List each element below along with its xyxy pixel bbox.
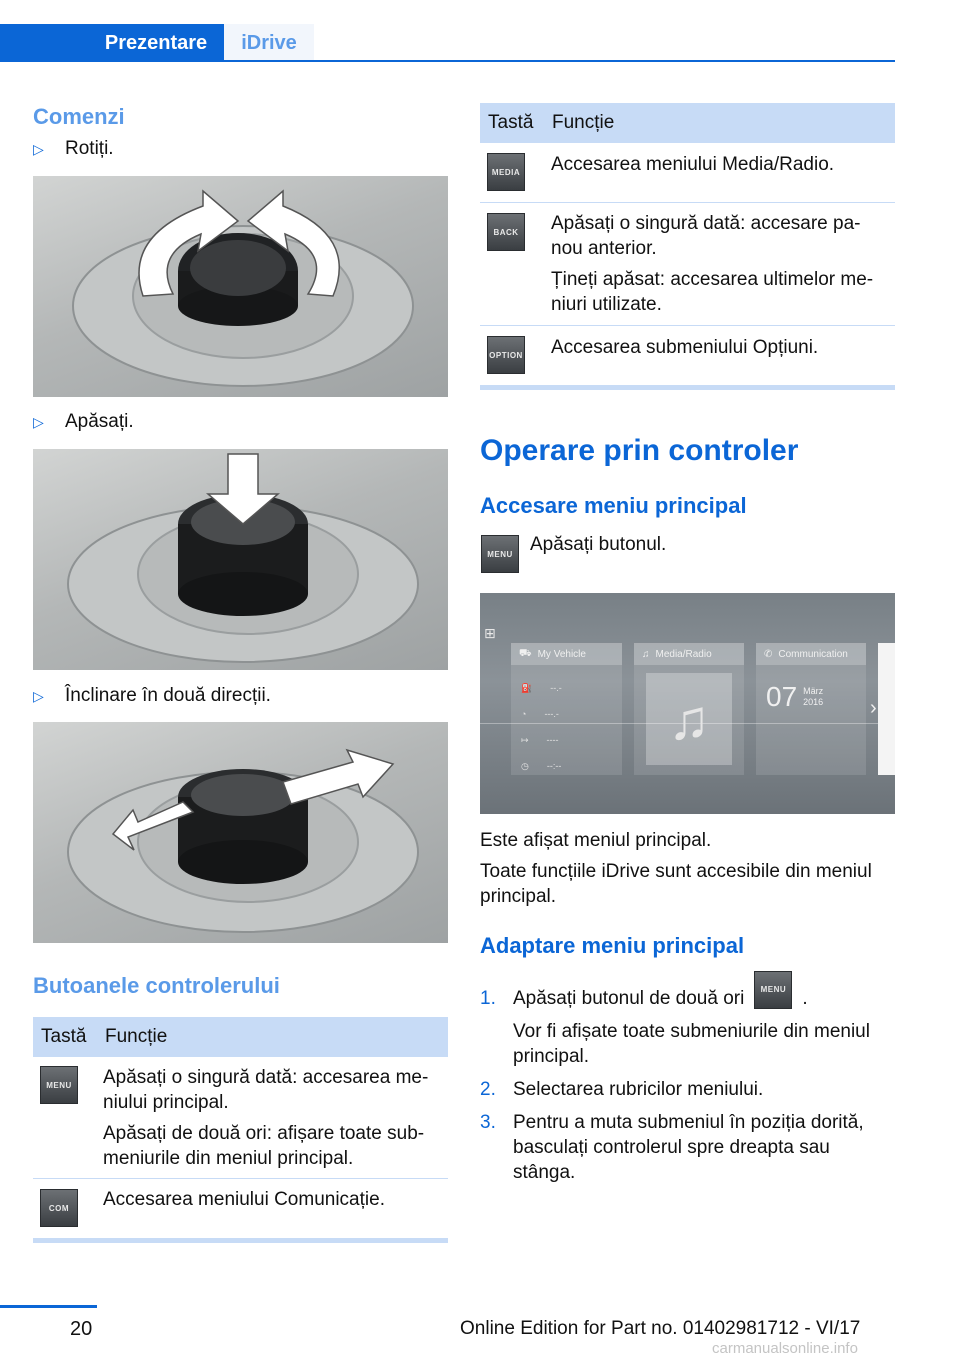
- row-divider: [480, 325, 895, 326]
- car-icon: ⛟: [519, 647, 532, 659]
- left-table-header: [33, 1017, 448, 1057]
- clock-icon: ◷: [521, 761, 529, 771]
- triangle-bullet-icon: ▷: [33, 414, 44, 430]
- section-title-comenzi: Comenzi: [33, 104, 125, 129]
- right-header-function: Funcție: [552, 112, 615, 133]
- date-day: 07: [766, 681, 798, 712]
- com-key-icon: COM: [40, 1189, 78, 1227]
- left-row-menu-desc: Apăsați o singură dată: accesarea me- niului principal. Apăsați de două ori: afișare toate sub- meniurile din meniul principal.: [103, 1067, 429, 1169]
- fuel-row: ⛽ --.-: [521, 683, 562, 693]
- media-key-icon: MEDIA: [487, 153, 525, 191]
- tab-prezentare[interactable]: Prezentare: [0, 24, 224, 62]
- watermark: carmanualsonline.info: [712, 1340, 858, 1357]
- fuel-icon: ⛽: [521, 683, 533, 693]
- range-icon: ◔: [521, 709, 527, 719]
- adapt-steps-list: [480, 986, 900, 1185]
- music-note-icon: ♫: [642, 648, 650, 660]
- right-header-key: Tastă: [488, 112, 534, 133]
- para-all-functions: Toate funcțiile iDrive sunt accesibile din meniul principal.: [480, 861, 872, 907]
- controller-tilt-illustration: [33, 722, 448, 943]
- menu-key-icon: MENU: [40, 1066, 78, 1104]
- controller-press-illustration: [33, 449, 448, 670]
- right-table-end: [480, 385, 895, 390]
- date-month-year: März 2016: [803, 686, 824, 707]
- screen-status-icon: ⊞: [484, 625, 496, 641]
- time-row: ◷ --:--: [521, 761, 562, 771]
- subtitle-adapt-menu: Adaptare meniu principal: [480, 933, 745, 958]
- phone-icon: ✆: [764, 648, 773, 660]
- distance-icon: ↦: [521, 735, 529, 745]
- menu-button-icon: MENU: [481, 535, 519, 573]
- left-table-end: [33, 1238, 448, 1243]
- right-row-back-desc: Apăsați o singură dată: accesare pa- nou anterior. Țineți apăsat: accesarea ultimelor me- niuri utilizate.: [551, 213, 874, 315]
- triangle-bullet-icon: ▷: [33, 141, 44, 157]
- press-button-text: Apăsați butonul.: [530, 534, 667, 555]
- controller-tilt-image: [33, 722, 448, 943]
- back-key-icon: BACK: [487, 213, 525, 251]
- subtitle-access-menu: Accesare meniu principal: [480, 493, 747, 518]
- idrive-main-menu-screen: [480, 593, 895, 814]
- distance-row: ↦ ----: [521, 735, 559, 745]
- tab-idrive[interactable]: iDrive: [224, 24, 314, 62]
- tile-communication: ✆ Communication 07 März 2016: [756, 643, 866, 775]
- right-table-header: [480, 103, 895, 143]
- section-title-buttons: Butoanele controlerului: [33, 973, 280, 998]
- option-key-icon: OPTION: [487, 336, 525, 374]
- tile-media-radio: ♫ Media/Radio ♫: [634, 643, 744, 775]
- row-divider: [33, 1178, 448, 1179]
- media-cover-music-icon: ♫: [646, 673, 732, 765]
- para-main-menu-shown: Este afișat meniul principal.: [480, 830, 712, 851]
- tile-my-vehicle: ⛟ My Vehicle ⛽ --.- ◔ ---.- ↦ ---- ◷ --:--: [511, 643, 622, 775]
- header-divider: [0, 60, 895, 62]
- right-row-option-desc: Accesarea submeniului Opțiuni.: [551, 337, 819, 358]
- footer-divider: [0, 1305, 97, 1308]
- right-row-media-desc: Accesarea meniului Media/Radio.: [551, 154, 835, 175]
- controller-rotate-illustration: [33, 176, 448, 397]
- list-item: 3. Pentru a muta submeniul în poziția dorită, basculați controlerul spre dreapta sau stânga.: [480, 1112, 864, 1183]
- tile-next-partial: [878, 643, 895, 775]
- row-divider: [480, 202, 895, 203]
- left-header-key: Tastă: [41, 1026, 87, 1047]
- controller-press-image: [33, 449, 448, 670]
- range-row: ◔ ---.-: [521, 709, 559, 719]
- page-number: 20: [70, 1318, 93, 1340]
- bullet-press: ▷ Apăsați.: [33, 411, 134, 432]
- menu-button-inline-icon: MENU: [754, 971, 792, 1009]
- triangle-bullet-icon: ▷: [33, 688, 44, 704]
- controller-rotate-image: [33, 176, 448, 397]
- bullet-rotate: ▷ Rotiți.: [33, 138, 114, 159]
- bullet-tilt: ▷ Înclinare în două direcții.: [33, 685, 271, 706]
- left-row-com-desc: Accesarea meniului Comunicație.: [103, 1189, 385, 1210]
- edition-text: Online Edition for Part no. 01402981712 - VI/17: [460, 1318, 861, 1339]
- list-item: 1. Apăsați butonul de două ori MENU . Vor fi afișate toate submeniurile din meniul principal.: [480, 986, 900, 1069]
- list-item: 2. Selectarea rubricilor meniului.: [480, 1079, 764, 1100]
- chevron-right-icon: ›: [870, 697, 877, 719]
- left-header-function: Funcție: [105, 1026, 168, 1047]
- main-title: Operare prin controler: [480, 434, 799, 467]
